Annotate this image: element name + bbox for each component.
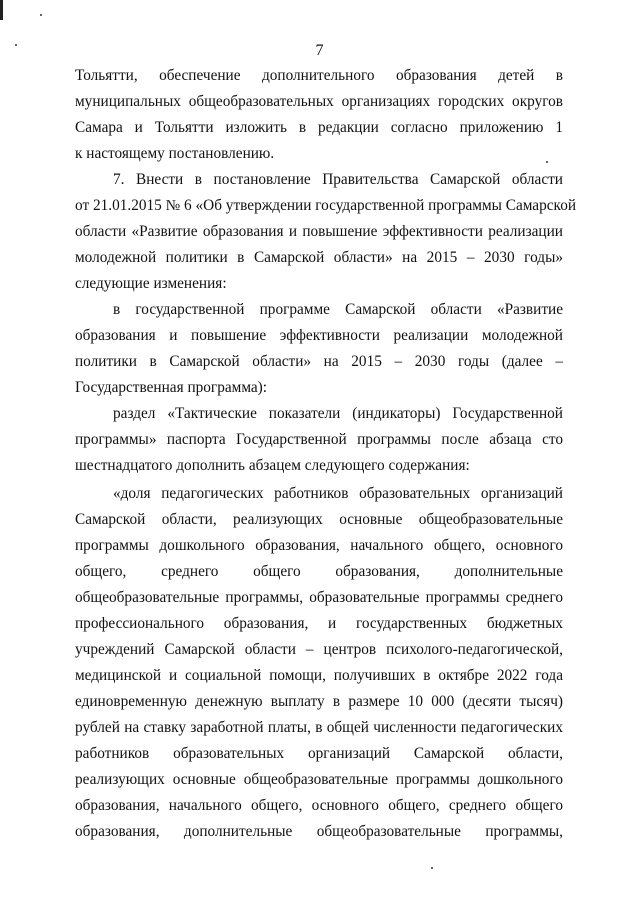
- text-line: Государственная программа):: [75, 379, 268, 396]
- text-line: следующие изменения:: [75, 275, 227, 292]
- scan-edge-mark: [0, 0, 3, 20]
- text-line: Самара и Тольятти изложить в редакции согласно приложению 1: [75, 119, 563, 136]
- text-line: Самарской области, реализующих основные общеобразовательные: [75, 511, 563, 528]
- text-line: медицинской и социальной помощи, получивших в октябре 2022 года: [75, 667, 563, 684]
- text-line: области «Развитие образования и повышение эффективности реализации: [75, 223, 563, 240]
- text-line: от 21.01.2015 № 6 «Об утверждении государственной программы Самарской: [75, 197, 577, 214]
- scan-speck: [40, 14, 42, 16]
- text-line: шестнадцатого дополнить абзацем следующего содержания:: [75, 457, 470, 474]
- text-line: единовременную денежную выплату в размере 10 000 (десяти тысяч): [75, 693, 563, 710]
- text-line: общеобразовательные программы, образовательные программы среднего: [75, 589, 563, 606]
- text-line: рублей на ставку заработной платы, в общей численности педагогических: [75, 719, 563, 736]
- paragraph-start-line: 7. Внести в постановление Правительства Самарской области: [113, 171, 563, 188]
- text-line: политики в Самарской области» на 2015 – 2030 годы (далее –: [75, 353, 563, 370]
- text-line: образования, дополнительные общеобразовательные программы,: [75, 823, 563, 840]
- text-line: программы» паспорта Государственной программы после абзаца сто: [75, 431, 563, 448]
- text-line: профессионального образования, и государственных бюджетных: [75, 615, 563, 632]
- paragraph-start-line: «доля педагогических работников образовательных организаций: [113, 485, 563, 502]
- paragraph-start-line: в государственной программе Самарской области «Развитие: [113, 301, 563, 318]
- text-line: работников образовательных организаций Самарской области,: [75, 745, 563, 762]
- text-line: реализующих основные общеобразовательные программы дошкольного: [75, 771, 563, 788]
- text-line: образования, начального общего, основного общего, среднего общего: [75, 797, 563, 814]
- text-line: образования и повышение эффективности реализации молодежной: [75, 327, 563, 344]
- text-line: программы дошкольного образования, начального общего, основного: [75, 537, 563, 554]
- text-line: молодежной политики в Самарской области» на 2015 – 2030 годы»: [75, 249, 563, 266]
- page-number: 7: [315, 42, 324, 59]
- text-line: учреждений Самарской области – центров психолого-педагогической,: [75, 641, 563, 658]
- text-line: общего, среднего общего образования, дополнительные: [75, 563, 563, 580]
- paragraph-start-line: раздел «Тактические показатели (индикаторы) Государственной: [113, 405, 563, 422]
- text-line: Тольятти, обеспечение дополнительного образования детей в: [75, 67, 563, 84]
- scan-speck: [431, 867, 433, 869]
- text-line: к настоящему постановлению.: [75, 145, 275, 162]
- text-line: муниципальных общеобразовательных организациях городских округов: [75, 93, 563, 110]
